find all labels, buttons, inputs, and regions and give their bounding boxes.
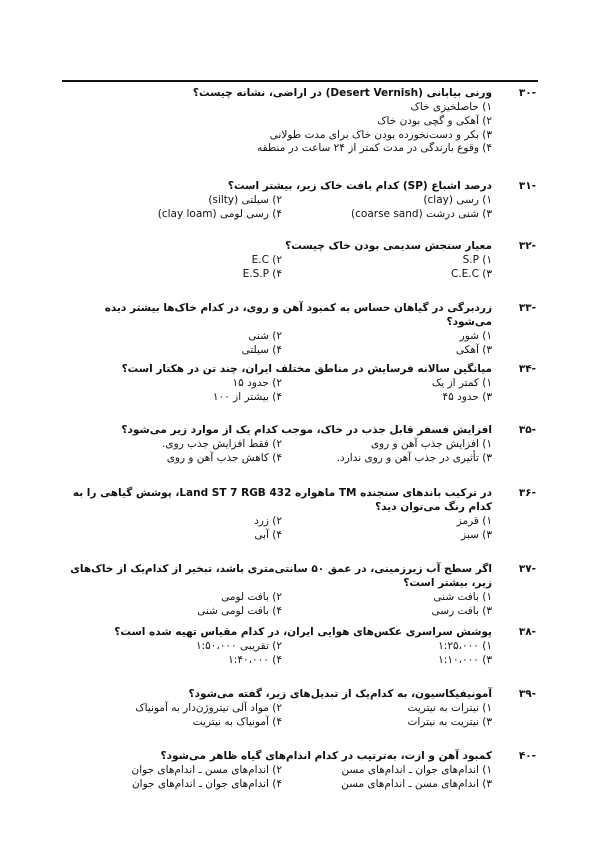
option-2: ۲) آهکی و گچی بودن خاک [377, 114, 492, 127]
question-stem [60, 424, 536, 438]
option-1: ۱) نیترات به نیتریت [407, 701, 492, 714]
question-number: -۳۴ [518, 363, 536, 375]
question-stem [60, 750, 536, 764]
question-stem [60, 563, 536, 591]
options-grid [60, 702, 536, 730]
options-grid [60, 330, 536, 358]
question-40 [60, 750, 536, 792]
option-3: ۳) نیتریت به نیترات [407, 715, 492, 728]
question-stem [60, 626, 536, 640]
option-2: ۲) شنی [248, 329, 282, 342]
question-number: -۳۸ [518, 626, 536, 638]
option-2: ۲) بافت لومی [221, 590, 282, 603]
question-text: اگر سطح آب زیرزمینی، در عمق ۵۰ سانتی‌متری باشد، تبخیر از کدام‌یک از خاک‌های زیر، بیشتر است؟ [70, 563, 492, 589]
question-number: -۳۲ [518, 240, 536, 252]
question-number: -۳۰ [518, 87, 536, 99]
question-text: میانگین سالانه فرسایش در مناطق مختلف ایران، چند تن در هکتار است؟ [121, 363, 492, 375]
option-4: ۴) وقوع بارندگی در مدت کمتر از ۲۴ ساعت در منطقه [256, 142, 492, 155]
option-1: ۱) اندام‌های جوان ـ اندام‌های مسن [341, 763, 492, 776]
option-2: ۲) زرد [254, 514, 282, 527]
question-stem [60, 302, 536, 330]
question-39 [60, 688, 536, 730]
option-1: ۱) ۱:۲۵،۰۰۰ [438, 639, 492, 652]
options-grid [60, 254, 536, 282]
option-3: ۳) بافت رسی [431, 604, 492, 617]
question-text: ورنی بیابانی (Desert Vernish) در اراضی، نشانه چیست؟ [192, 87, 492, 99]
option-4: ۴) بافت لومی شنی [197, 604, 282, 617]
option-4: ۴) آبی [254, 528, 282, 541]
options-grid [60, 515, 536, 543]
option-2: ۲) سیلتی (silty) [208, 193, 282, 206]
question-number: -۳۵ [518, 424, 536, 436]
option-3: ۳) ۱:۱۰،۰۰۰ [438, 653, 492, 666]
option-4: ۴) سیلتی [241, 343, 282, 356]
option-4: E.S.P (۴ [242, 267, 282, 280]
option-1: S.P (۱ [462, 253, 492, 266]
top-divider [62, 80, 538, 82]
question-text: درصد اشباع (SP) کدام بافت خاک زیر، بیشتر است؟ [227, 180, 492, 192]
option-2: ۲) اندام‌های مسن ـ اندام‌های جوان [131, 763, 282, 776]
option-4: ۴) اندام‌های جوان ـ اندام‌های جوان [131, 777, 282, 790]
question-number: -۳۹ [518, 688, 536, 700]
option-1: ۱) رسی (clay) [423, 193, 492, 206]
option-1: ۱) قرمز [456, 514, 492, 527]
question-number: -۳۶ [518, 487, 536, 499]
option-3: ۳) شنی درشت (coarse sand) [351, 207, 492, 220]
question-stem [60, 688, 536, 702]
question-34 [60, 363, 536, 405]
option-4: ۴) کاهش جذب آهن و روی [166, 451, 282, 464]
question-text: آمونیفیکاسیون، به کدام‌یک از تبدیل‌های زیر، گفته می‌شود؟ [188, 688, 492, 700]
option-4: ۴) آمونیاک به نیتریت [192, 715, 282, 728]
option-4: ۴) بیشتر از ۱۰۰ [212, 390, 282, 403]
option-3: ۳) سبز [461, 528, 492, 541]
options-grid [60, 194, 536, 222]
question-stem [60, 487, 536, 515]
option-1: ۱) کمتر از یک [431, 376, 492, 389]
options-grid [60, 591, 536, 619]
option-1: ۱) بافت شنی [433, 590, 492, 603]
option-1: ۱) افزایش جذب آهن و روی [370, 437, 492, 450]
question-36 [60, 487, 536, 542]
question-text: در ترکیب باندهای سنجنده TM ماهواره Land ST 7 RGB 432، پوشش گیاهی را به کدام رنگ می‌توان دید؟ [72, 487, 492, 513]
options-list [60, 101, 536, 156]
option-4: ۴) ۱:۴۰،۰۰۰ [228, 653, 282, 666]
question-number: -۳۳ [518, 302, 536, 314]
question-31 [60, 180, 536, 222]
option-3: ۳) تأثیری در جذب آهن و روی ندارد. [336, 451, 492, 464]
question-37 [60, 563, 536, 618]
option-3: ۳) آهکی [455, 343, 492, 356]
options-grid [60, 377, 536, 405]
option-3: ۳) حدود ۴۵ [442, 390, 492, 403]
question-number: -۳۷ [518, 563, 536, 575]
question-stem [60, 363, 536, 377]
question-38 [60, 626, 536, 668]
question-number: -۳۱ [518, 180, 536, 192]
question-text: کمبود آهن و ازت، به‌ترتیب در کدام اندام‌های گیاه ظاهر می‌شود؟ [160, 750, 492, 762]
option-1: ۱) شور [459, 329, 492, 342]
option-3: ۳) بکر و دست‌نخورده بودن خاک برای مدت طولانی [269, 128, 492, 141]
option-2: ۲) حدود ۱۵ [232, 376, 282, 389]
question-stem [60, 180, 536, 194]
options-grid [60, 438, 536, 466]
question-text: زردبرگی در گیاهان حساس به کمبود آهن و روی، در کدام خاک‌ها بیشتر دیده می‌شود؟ [104, 302, 492, 328]
question-text: معیار سنجش سدیمی بودن خاک چیست؟ [285, 240, 492, 252]
question-32 [60, 240, 536, 282]
option-3: C.E.C (۳ [450, 267, 492, 280]
question-number: -۴۰ [518, 750, 536, 762]
question-35 [60, 424, 536, 466]
options-grid [60, 640, 536, 668]
question-stem [60, 240, 536, 254]
question-33 [60, 302, 536, 357]
option-4: ۴) رسی لومی (clay loam) [157, 207, 282, 220]
option-2: ۲) تقریبی ۱:۵۰،۰۰۰ [195, 639, 282, 652]
option-1: ۱) حاصلخیزی خاک [410, 100, 492, 113]
option-2: ۲) مواد آلی نیتروژن‌دار به آمونیاک [135, 701, 282, 714]
question-stem [60, 87, 536, 101]
option-2: ۲) فقط افزایش جذب روی. [162, 437, 282, 450]
question-text: افزایش فسفر قابل جذب در خاک، موجب کدام یک از موارد زیر می‌شود؟ [121, 424, 492, 436]
options-grid [60, 764, 536, 792]
option-2: E.C (۲ [251, 253, 282, 266]
question-30 [60, 87, 536, 156]
question-text: پوشش سراسری عکس‌های هوایی ایران، در کدام مقیاس تهیه شده است؟ [114, 626, 492, 638]
option-3: ۳) اندام‌های مسن ـ اندام‌های مسن [341, 777, 492, 790]
